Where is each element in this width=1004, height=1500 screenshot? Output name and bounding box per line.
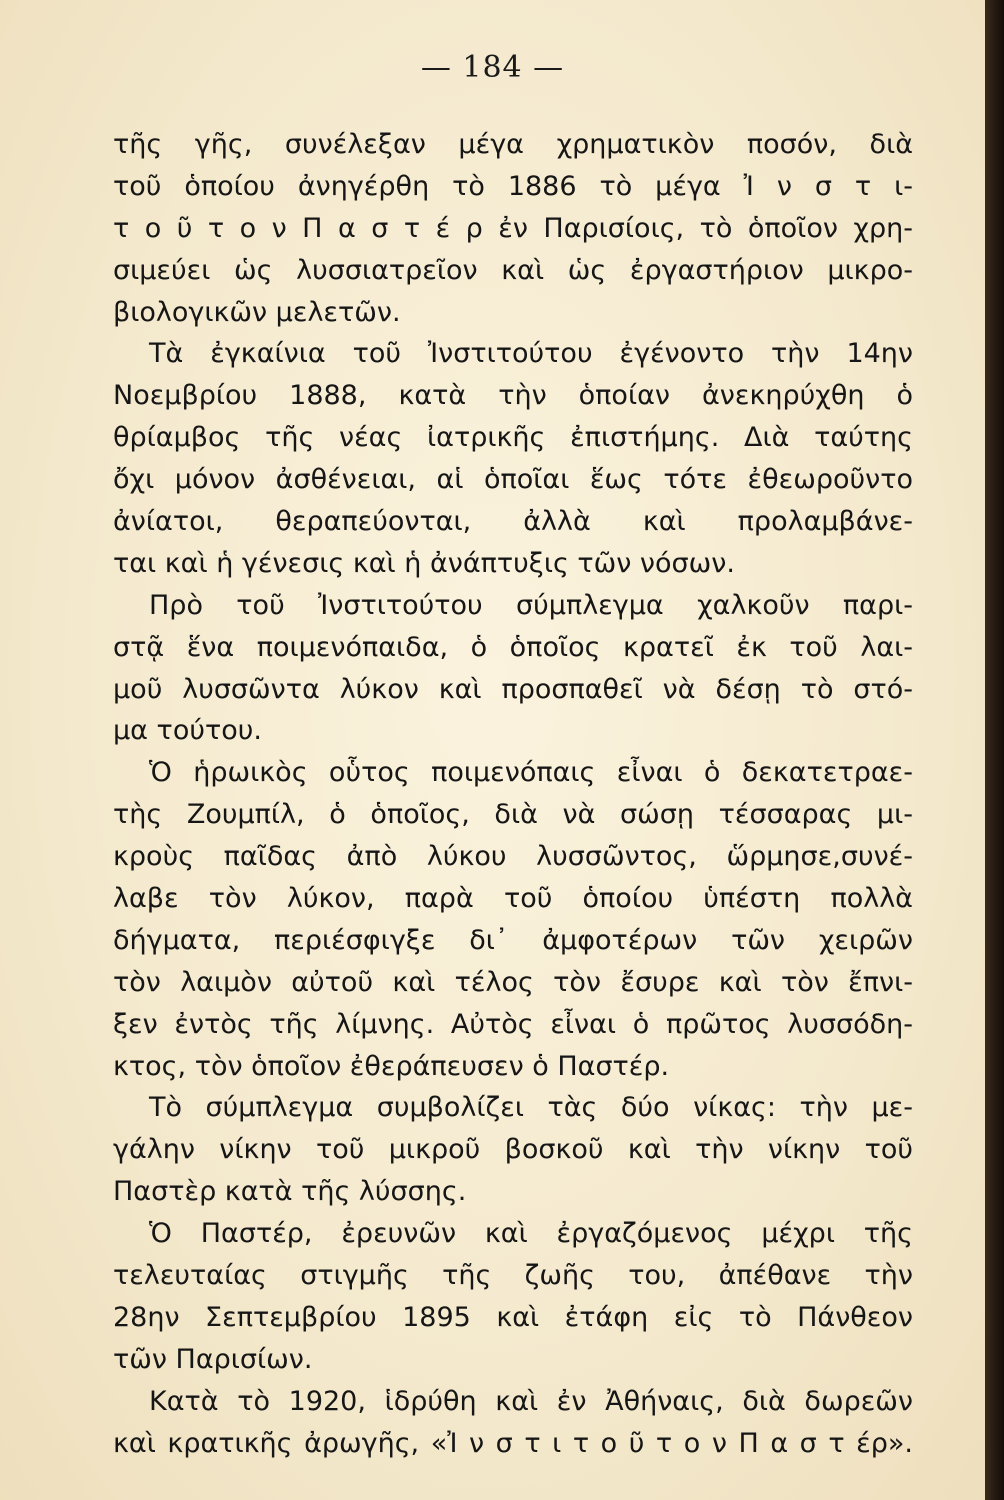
text-line: Παστὲρ κατὰ τῆς λύσσης.	[113, 1176, 467, 1208]
text-line: Τὰ ἐγκαίνια τοῦ Ἰνστιτούτου ἐγένοντο τὴν 14ην	[149, 338, 913, 370]
text-line: Κατὰ τὸ 1920, ἱδρύθη καὶ ἐν Ἀθήναις, διὰ δωρεῶν	[149, 1385, 913, 1417]
text-line: τοῦ ὁποίου ἀνηγέρθη τὸ 1886 τὸ μέγα Ἰ ν σ τ ι-	[113, 170, 913, 202]
body-text	[113, 124, 913, 1465]
text-line: βιολογικῶν μελετῶν.	[113, 296, 401, 328]
text-line: τ ο ῦ τ ο ν Π α σ τ έ ρ ἐν Παρισίοις, τὸ ὁποῖον χρη-	[113, 212, 913, 244]
page-number: — 184 —	[420, 50, 565, 85]
text-line: μα τούτου.	[113, 715, 262, 747]
text-line: Νοεμβρίου 1888, κατὰ τὴν ὁποίαν ἀνεκηρύχθη ὁ	[113, 380, 913, 412]
text-line: Πρὸ τοῦ Ἰνστιτούτου σύμπλεγμα χαλκοῦν παρι-	[149, 589, 913, 621]
text-line: Ὁ ἡρωικὸς οὗτος ποιμενόπαις εἶναι ὁ δεκατετραε-	[149, 757, 913, 789]
text-line: κτος, τὸν ὁποῖον ἐθεράπευσεν ὁ Παστέρ.	[113, 1050, 670, 1082]
text-line: 28ην Σεπτεμβρίου 1895 καὶ ἐτάφη εἰς τὸ Πάνθεον	[113, 1301, 913, 1333]
text-line: δήγματα, περιέσφιγξε δι᾽ ἀμφοτέρων τῶν χειρῶν	[113, 924, 913, 956]
text-line: σιμεύει ὡς λυσσιατρεῖον καὶ ὡς ἐργαστήριον μικρο-	[113, 254, 913, 286]
text-line: στᾷ ἕνα ποιμενόπαιδα, ὁ ὁποῖος κρατεῖ ἐκ τοῦ λαι-	[113, 631, 913, 663]
text-line: Ὁ Παστέρ, ἐρευνῶν καὶ ἐργαζόμενος μέχρι τῆς	[149, 1218, 913, 1250]
text-line: τῆς γῆς, συνέλεξαν μέγα χρηματικὸν ποσόν, διὰ	[113, 129, 913, 160]
text-line: μοῦ λυσσῶντα λύκον καὶ προσπαθεῖ νὰ δέσῃ τὸ στό-	[113, 673, 913, 705]
text-line: ἀνίατοι, θεραπεύονται, ἀλλὰ καὶ προλαμβάνε-	[113, 506, 913, 538]
text-line: καὶ κρατικῆς ἀρωγῆς, «Ἰ ν σ τ ι τ ο ῦ τ ο ν Π α σ τ έρ».	[113, 1427, 913, 1459]
text-line: ὄχι μόνον ἀσθένειαι, αἱ ὁποῖαι ἕως τότε ἐθεωροῦντο	[113, 464, 913, 496]
text-line: τῶν Παρισίων.	[113, 1343, 313, 1375]
text-line: ται καὶ ἡ γένεσις καὶ ἡ ἀνάπτυξις τῶν νόσων.	[113, 547, 735, 579]
page-edge-shadow	[985, 0, 1004, 1500]
text-line: τὴς Ζουμπίλ, ὁ ὁποῖος, διὰ νὰ σώσῃ τέσσαρας μι-	[113, 799, 913, 831]
text-line: Τὸ σύμπλεγμα συμβολίζει τὰς δύο νίκας: τὴν με-	[149, 1092, 913, 1124]
text-line: γάλην νίκην τοῦ μικροῦ βοσκοῦ καὶ τὴν νίκην τοῦ	[113, 1134, 913, 1166]
text-line: λαβε τὸν λύκον, παρὰ τοῦ ὁποίου ὑπέστη πολλὰ	[113, 883, 913, 915]
text-line: τὸν λαιμὸν αὐτοῦ καὶ τέλος τὸν ἔσυρε καὶ τὸν ἔπνι-	[113, 966, 913, 998]
text-line: ξεν ἐντὸς τῆς λίμνης. Αὐτὸς εἶναι ὁ πρῶτος λυσσόδη-	[113, 1008, 913, 1040]
text-line: τελευταίας στιγμῆς τῆς ζωῆς του, ἀπέθανε τὴν	[113, 1260, 913, 1292]
text-line: θρίαμβος τῆς νέας ἰατρικῆς ἐπιστήμης. Διὰ ταύτης	[113, 422, 913, 454]
text-line: κροὺς παῖδας ἀπὸ λύκου λυσσῶντος, ὥρμησε,συνέ-	[113, 841, 913, 873]
